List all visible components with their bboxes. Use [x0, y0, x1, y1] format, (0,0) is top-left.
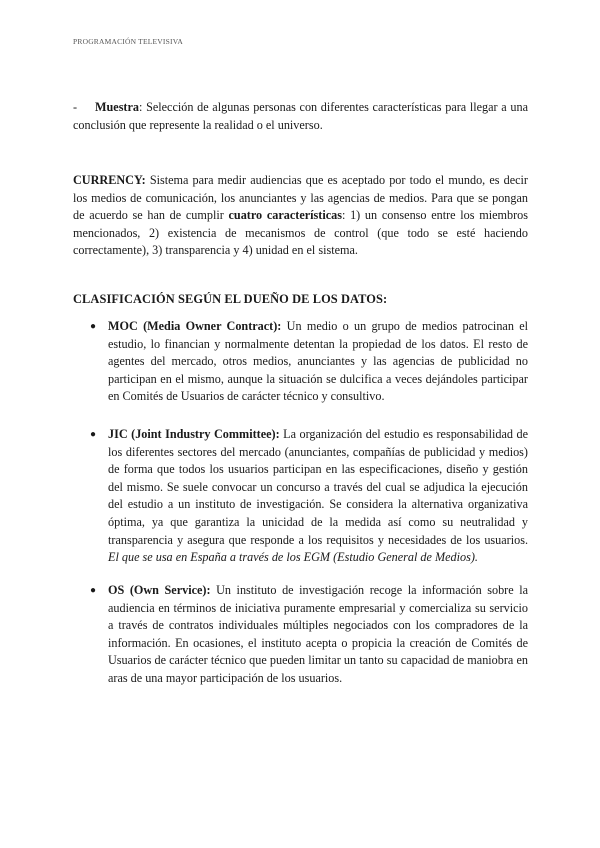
bullet-icon: ●	[90, 429, 97, 440]
currency-paragraph	[73, 172, 528, 260]
item-text: Un instituto de investigación recoge la información sobre la audiencia en términos de iniciativa puramente empresarial y comercializa su servicio a través de contratos individuales múltiples negociados con los compradores de la información. En ocasiones, el instituto acepta o propicia la creación de Comités de Usuarios de carácter técnico que pueden limitar un tanto su capacidad de maniobra en aras de una mayor participación de los usuarios.	[108, 583, 528, 685]
sample-term: Muestra	[95, 100, 139, 114]
item-term: JIC (Joint Industry Committee):	[108, 427, 280, 441]
item-note: El que se usa en España a través de los EGM (Estudio General de Medios).	[108, 550, 478, 565]
currency-term: CURRENCY:	[73, 173, 146, 187]
list-item-jic	[90, 426, 528, 567]
currency-text-before: Sistema para medir audiencias que es aceptado por todo el mundo, es decir los medios de comunicación, los anunciantes y las agencias de medios. Para que se pongan de acuerdo se han de cumplir	[73, 173, 528, 223]
list-dash: -	[73, 100, 78, 114]
currency-emphasis: cuatro características	[228, 208, 342, 223]
item-term: OS (Own Service):	[108, 583, 211, 597]
list-item-moc	[90, 318, 528, 406]
item-term: MOC (Media Owner Contract):	[108, 319, 282, 333]
currency-text-after: : 1) un consenso entre los miembros mencionados, 2) existencia de mecanismos de control (que todo se esté haciendo correctamente), 3) transparencia y 4) unidad en el sistema.	[73, 208, 528, 258]
bullet-icon: ●	[90, 321, 97, 332]
bullet-icon: ●	[90, 585, 97, 596]
running-header: PROGRAMACIÓN TELEVISIVA	[73, 37, 183, 46]
sample-text: : Selección de algunas personas con diferentes características para llegar a una conclusión que represente la realidad o el universo.	[73, 100, 528, 132]
sample-definition	[73, 99, 528, 134]
list-item-os	[90, 582, 528, 688]
item-text: Un medio o un grupo de medios patrocinan el estudio, lo financian y normalmente detentan la propiedad de los datos. El resto de agentes del mercado, otros medios, anunciantes y las agencias de publicidad no participan en el mismo, aunque la situación se dulcifica a veces dejándoles participar en Comités de Usuarios de carácter técnico y consultivo.	[108, 319, 528, 404]
item-text: La organización del estudio es responsabilidad de los diferentes sectores del mercado (anunciantes, compañías de publicidad y medios) de forma que todos los usuarios participan en las especificaciones, diseño y gestión del mismo. Se suele convocar un concurso a través del cual se adjudica la ejecución del estudio a un instituto de investigación. Se considera la alternativa organizativa óptima, ya que garantiza la unicidad de la medida así como su neutralidad y transparencia y asegura que responde a los requisitos y necesidades de los usuarios.	[108, 427, 528, 547]
sample-paragraph	[73, 99, 528, 134]
section-heading: CLASIFICACIÓN SEGÚN EL DUEÑO DE LOS DATOS:	[73, 292, 388, 306]
